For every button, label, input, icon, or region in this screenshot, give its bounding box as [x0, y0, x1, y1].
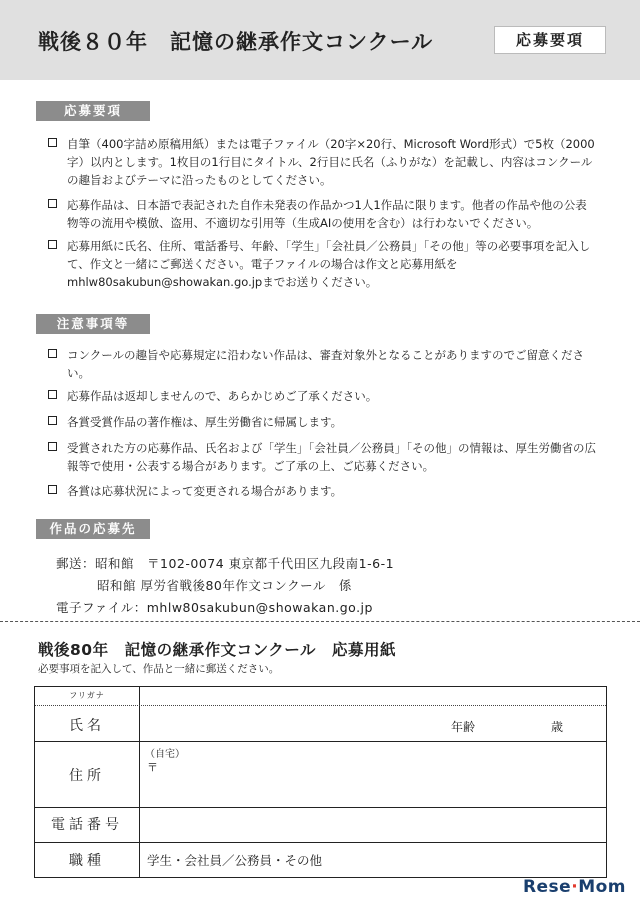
mail-recipient: 昭和館 厚労省戦後80年作文コンクール 係: [97, 578, 352, 593]
address-label: 住所: [69, 768, 105, 784]
resemom-watermark-logo: [523, 877, 626, 897]
checkbox-bullet-icon: [48, 485, 57, 494]
list-item-text: 応募作品は、日本語で表記された自作未発表の作品かつ1人1作品に限ります。他者の作品や他の公表物等の流用や模倣、盗用、不適切な引用等（生成AIの使用を含む）は行わないでください。: [67, 198, 587, 230]
checkbox-bullet-icon: [48, 442, 57, 451]
phone-field[interactable]: [35, 807, 606, 843]
section-label-notes: 注意事項等: [36, 314, 150, 334]
name-field[interactable]: [35, 705, 606, 741]
list-item-text: コンクールの趣旨や応募規定に沿わない作品は、審査対象外となることがありますのでご留意ください。: [67, 348, 585, 380]
row-divider: [35, 842, 606, 843]
list-item-text: 受賞された方の応募作品、氏名および「学生」「会社員／公務員」「その他」の情報は、厚生労働省の広報等で使用・公表する場合があります。ご了承の上、ご応募ください。: [67, 441, 596, 473]
checkbox-bullet-icon: [48, 349, 57, 358]
form-title: 戦後80年 記憶の継承作文コンクール 応募用紙: [38, 641, 396, 659]
furigana-label: フリガナ: [69, 691, 105, 700]
section-label-submission: 作品の応募先: [36, 519, 150, 539]
page-title: 戦後８０年 記憶の継承作文コンクール: [38, 30, 434, 54]
list-item-text: 各賞受賞作品の著作権は、厚生労働省に帰属します。: [67, 415, 343, 429]
list-item: [48, 482, 596, 500]
form-subtitle: 必要事項を記入して、作品と一緒に郵送ください。: [38, 663, 280, 675]
header-band: [0, 0, 640, 80]
list-item-text: 各賞は応募状況によって変更される場合があります。: [67, 484, 343, 498]
age-unit: 歳: [551, 720, 564, 734]
name-label: 氏名: [69, 718, 105, 734]
email-address: 電子ファイル：mhlw80sakubun@showakan.go.jp: [56, 600, 373, 615]
checkbox-bullet-icon: [48, 199, 57, 208]
list-item: [48, 196, 596, 232]
furigana-field[interactable]: [35, 687, 606, 705]
checkbox-bullet-icon: [48, 416, 57, 425]
occupation-options[interactable]: 学生・会社員／公務員・その他: [147, 853, 323, 868]
checkbox-bullet-icon: [48, 240, 57, 249]
list-item-text: 応募用紙に氏名、住所、電話番号、年齢、「学生」「会社員／公務員」「その他」等の必要事項を記入して、作文と一緒にご郵送ください。電子ファイルの場合は作文と応募用紙をmhlw80sakubun@showakan.go.jpまでお送りください。: [67, 239, 591, 289]
mail-address: 郵送：昭和館 〒102-0074 東京都千代田区九段南1-6-1: [56, 556, 395, 571]
checkbox-bullet-icon: [48, 138, 57, 147]
cut-line: [0, 621, 640, 622]
age-label: 年齢: [451, 720, 476, 734]
postal-mark: 〒: [147, 761, 158, 774]
occupation-label: 職種: [69, 853, 105, 869]
list-item: [48, 413, 596, 431]
list-item-text: 自筆（400字詰め原稿用紙）または電子ファイル（20字×20行、Microsoft Word形式）で5枚（2000字）以内とします。1枚目の1行目にタイトル、2行目に氏名（ふりがな）を記載し、内容はコンクールの趣旨およびテーマに沿ったものとしてください。: [67, 137, 595, 187]
watermark-text-a: Rese: [522, 877, 572, 897]
list-item: [48, 135, 596, 189]
home-label: （自宅）: [145, 749, 185, 760]
header-badge: 応募要項: [494, 26, 606, 54]
address-field[interactable]: [35, 741, 606, 807]
list-item: [48, 387, 596, 405]
list-item-text: 応募作品は返却しませんので、あらかじめご了承ください。: [67, 389, 378, 403]
watermark-text-b: Mom: [578, 877, 626, 897]
list-item: [48, 237, 596, 291]
list-item: [48, 346, 596, 382]
application-form-table: [34, 686, 607, 878]
watermark-dot-icon: ·: [571, 877, 579, 897]
section-label-guidelines: 応募要項: [36, 101, 150, 121]
list-item: [48, 439, 596, 475]
phone-label: 電話番号: [51, 817, 123, 833]
checkbox-bullet-icon: [48, 390, 57, 399]
